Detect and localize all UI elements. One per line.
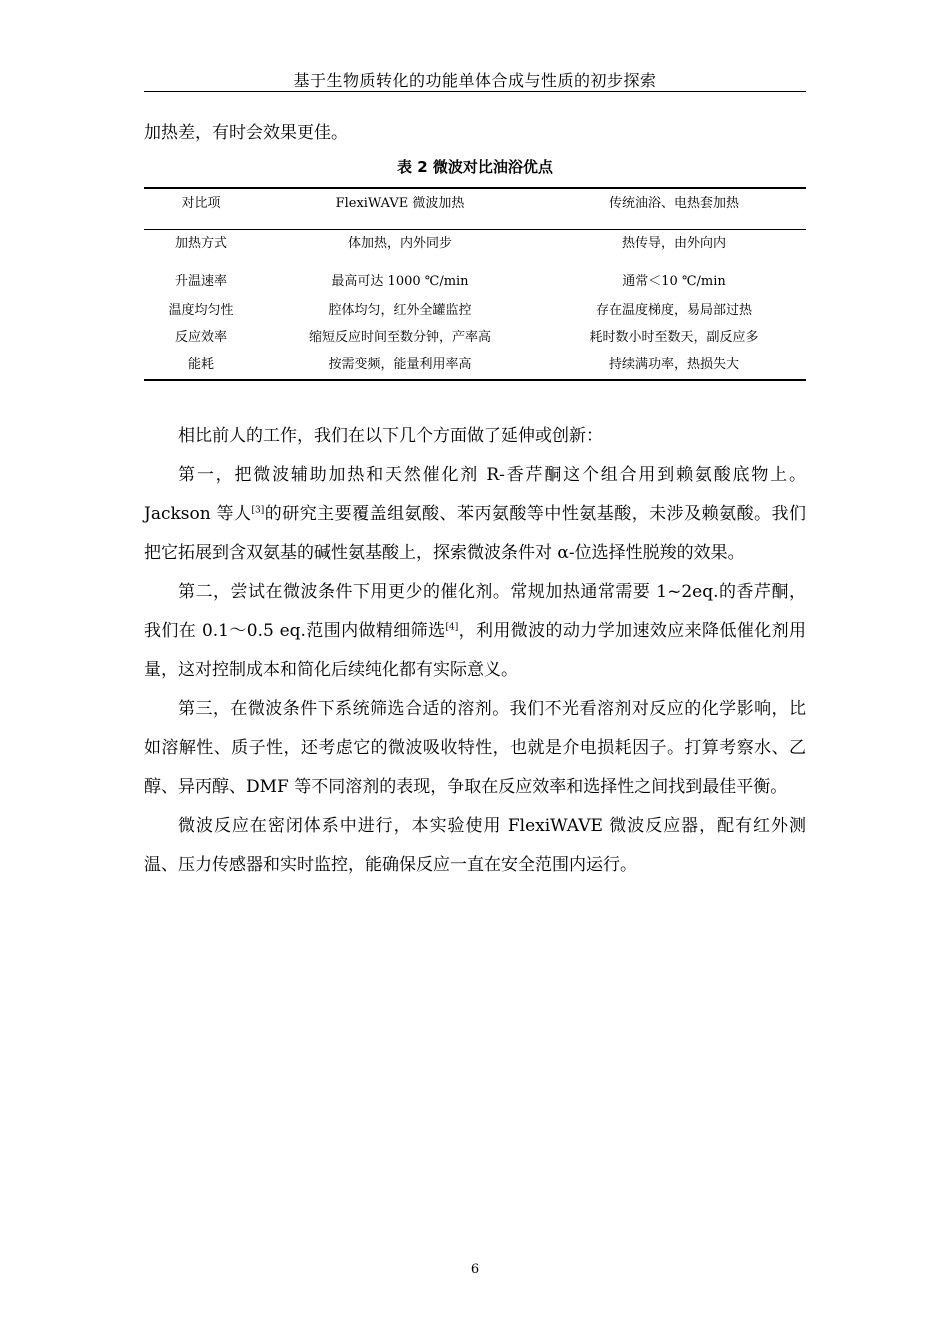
table-cell: 耗时数小时至数天，副反应多 (589, 330, 759, 345)
table-bottom-rule (144, 379, 806, 381)
table-cell: 缩短反应时间至数分钟，产率高 (308, 330, 491, 345)
table-header-cell: FlexiWAVE 微波加热 (335, 196, 465, 211)
paragraph (144, 573, 806, 690)
paragraph-text: 第一，把微波辅助加热和天然催化剂 R-香芹酮这个组合用到赖氨酸底物上。Jackson 等人 (144, 465, 806, 524)
paragraph: 相比前人的工作，我们在以下几个方面做了延伸或创新： (178, 426, 603, 446)
table-cell: 加热方式 (174, 236, 227, 251)
table-caption: 表 2 微波对比油浴优点 (397, 158, 553, 176)
header-rule (144, 91, 806, 92)
table-cell: 升温速率 (174, 274, 227, 289)
paragraph: 第三，在微波条件下系统筛选合适的溶剂。我们不光看溶剂对反应的化学影响，比如溶解性、质子性，还考虑它的微波吸收特性，也就是介电损耗因子。打算考察水、乙醇、异丙醇、DMF 等不同溶剂的表现，争取在反应效率和选择性之间找到最佳平衡。 (144, 699, 806, 797)
table-cell: 反应效率 (174, 330, 227, 345)
table-cell: 热传导，由外向内 (621, 236, 726, 251)
table-cell: 体加热，内外同步 (347, 236, 452, 251)
table-cell: 按需变频，能量利用率高 (328, 357, 472, 372)
body-text (144, 417, 806, 885)
paragraph-text: 的研究主要覆盖组氨酸、苯丙氨酸等中性氨基酸，未涉及赖氨酸。我们把它拓展到含双氨基的碱性氨基酸上，探索微波条件对 α-位选择性脱羧的效果。 (144, 504, 806, 563)
paragraph-text: ，利用微波的动力学加速效应来降低催化剂用量，这对控制成本和简化后续纯化都有实际意义。 (144, 621, 807, 680)
table-cell: 存在温度梯度，易局部过热 (595, 303, 752, 318)
table-header-cell: 对比项 (181, 196, 221, 211)
page-number: 6 (470, 1262, 480, 1277)
paragraph: 微波反应在密闭体系中进行，本实验使用 FlexiWAVE 微波反应器，配有红外测温、压力传感器和实时监控，能确保反应一直在安全范围内运行。 (144, 816, 806, 875)
table-cell: 最高可达 1000 ℃/min (331, 274, 469, 289)
continued-text-line: 加热差，有时会效果更佳。 (144, 123, 348, 143)
table-header-rule (144, 229, 806, 230)
table-top-rule (144, 187, 806, 189)
table-cell: 腔体均匀，红外全罐监控 (328, 303, 472, 318)
table-cell: 通常＜10 ℃/min (622, 274, 726, 289)
table-cell: 能耗 (187, 357, 214, 372)
citation-ref[interactable]: [3] (251, 505, 265, 516)
running-header: 基于生物质转化的功能单体合成与性质的初步探索 (293, 71, 657, 90)
table-cell: 温度均匀性 (168, 303, 234, 318)
citation-ref[interactable]: [4] (445, 622, 459, 633)
paragraph (144, 456, 806, 573)
table-cell: 持续满功率，热损失大 (608, 357, 739, 372)
paragraph-text: 第二，尝试在微波条件下用更少的催化剂。常规加热通常需要 1~2eq.的香芹酮，我们在 0.1～0.5 eq.范围内做精细筛选 (144, 582, 806, 641)
table-header-cell: 传统油浴、电热套加热 (608, 196, 739, 211)
